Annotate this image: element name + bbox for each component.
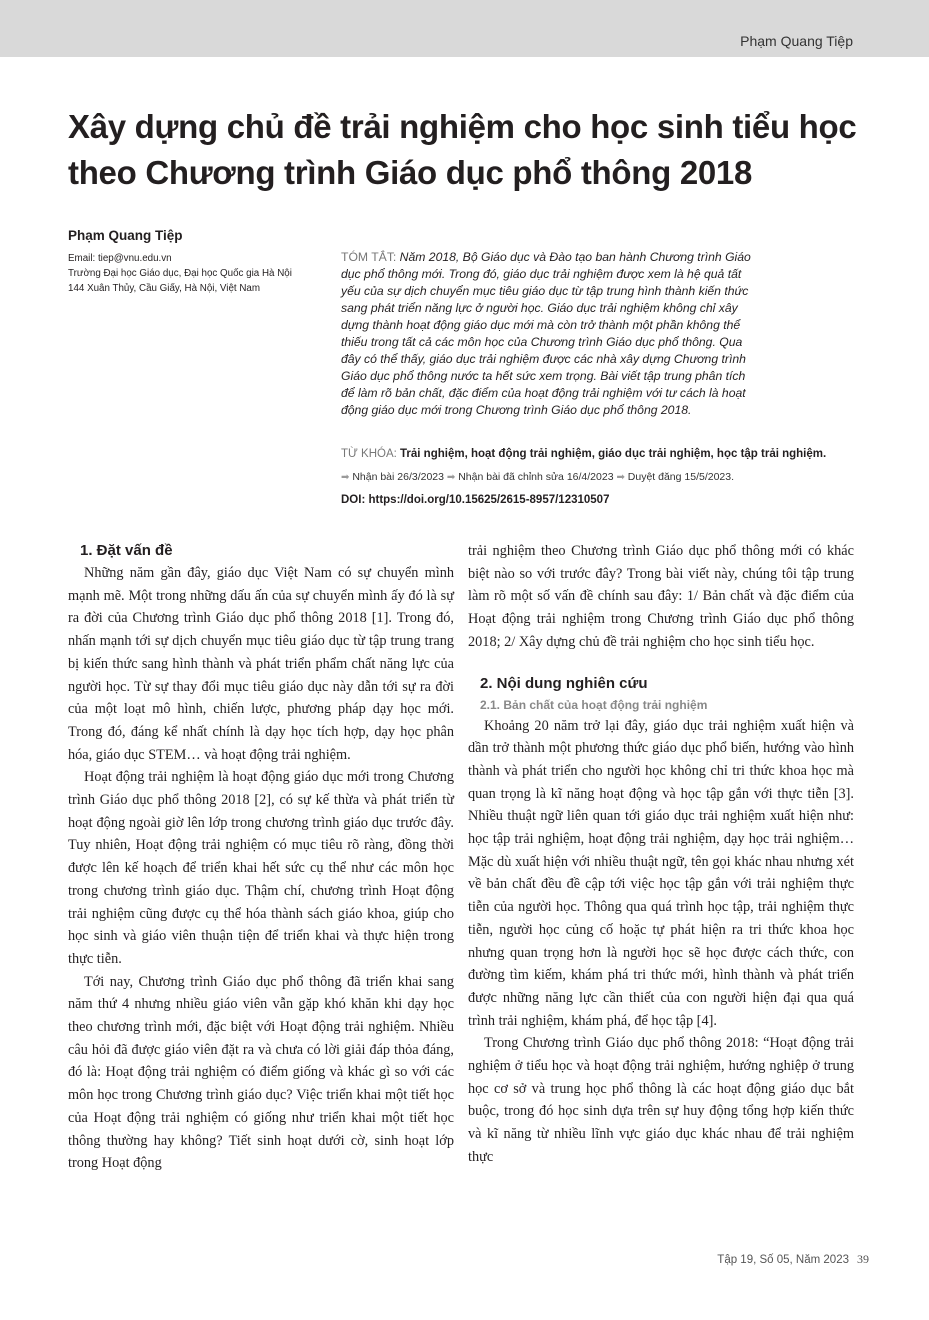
issue-info: Tập 19, Số 05, Năm 2023 (717, 1254, 849, 1266)
abstract-label: TÓM TẮT: (341, 250, 397, 264)
date-accepted: Duyệt đăng 15/5/2023. (627, 471, 735, 483)
running-head: Phạm Quang Tiệp (740, 33, 853, 49)
article-title (68, 104, 868, 196)
right-column (468, 540, 854, 1169)
doi-link[interactable]: DOI: https://doi.org/10.15625/2615-8957/12310507 (341, 494, 610, 506)
paragraph: Hoạt động trải nghiệm là hoạt động giáo dục mới trong Chương trình Giáo dục phổ thông 2018 [2], có sự kế thừa và phát triển từ hoạt động ngoài giờ lên lớp trong chương trình giáo dục trước đây. Tuy nhiên, Hoạt động trải nghiệm có mục tiêu rõ ràng, đồng thời được lên kế hoạch để triển khai hết sức cụ thể như các môn học trong chương trình giáo dục. Thậm chí, chương trình Hoạt động trải nghiệm cũng được cụ thể hóa thành sách giáo khoa, giúp cho học sinh và giáo viên thuận tiện để triển khai và thực hiện trong thực tiễn. (68, 769, 454, 967)
subsection-heading: 2.1. Bản chất của hoạt động trải nghiệm (480, 697, 708, 712)
section-heading: 2. Nội dung nghiên cứu (480, 674, 648, 692)
abstract-line: dục phổ thông mới. Trong đó, giáo dục trải nghiệm được xem là hệ quả tất (341, 267, 742, 281)
abstract-line: Giáo dục phổ thông nước ta hết sức xem trọng. Bài viết tập trung phân tích (341, 369, 746, 383)
paragraph: Tới nay, Chương trình Giáo dục phổ thông đã triển khai sang năm thứ 4 nhưng nhiều giáo viên vẫn gặp khó khăn khi dạy học theo chương trình mới, đặc biệt với Hoạt động trải nghiệm. Nhiều câu hỏi đã được giáo viên đặt ra và chưa có lời giải đáp thỏa đáng, đó là: Hoạt động trải nghiệm có điểm giống và khác gì so với các môn học trong Chương trình giáo dục? Việc triển khai một tiết học của Hoạt động trải nghiệm có giống như triển khai một tiết học thông thường hay không? Tiết sinh hoạt dưới cờ, sinh hoạt lớp trong Hoạt động (68, 973, 454, 1172)
abstract-line: thiếu trong tất cả các môn học của Chương trình Giáo dục phổ thông. Qua (341, 335, 743, 349)
author-address: 144 Xuân Thủy, Cầu Giấy, Hà Nội, Việt Nam (68, 283, 261, 294)
date-received: Nhận bài 26/3/2023 (352, 471, 444, 483)
abstract-text: Năm 2018, Bộ Giáo dục và Đào tạo ban hành Chương trình Giáo (396, 250, 751, 264)
abstract-line: đây có thể thấy, giáo dục trải nghiệm được các nhà xây dựng Chương trình (341, 352, 746, 366)
paragraph-continuation: trải nghiệm theo Chương trình Giáo dục phổ thông mới có khác biệt nào so với trước đây? Trong bài viết này, chúng tôi tập trung làm rõ một số vấn đề chính sau đây: 1/ Bản chất và đặc điểm của Hoạt động trải nghiệm trong Chương trình Giáo dục phổ thông 2018; 2/ Xây dựng chủ đề trải nghiệm cho học sinh tiểu học. (468, 543, 854, 650)
title-line: theo Chương trình Giáo dục phổ thông 2018 (68, 154, 753, 191)
abstract-line (341, 249, 862, 266)
abstract-line: để làm rõ bản chất, đặc điểm của hoạt động trải nghiệm với tư cách là hoạt (341, 386, 746, 400)
arrow-right-icon: ➡ (341, 472, 350, 483)
paragraph: Trong Chương trình Giáo dục phổ thông 2018: “Hoạt động trải nghiệm ở tiểu học và hoạt động trải nghiệm, hướng nghiệp ở trung học cơ sở và trung học phổ thông là các hoạt động giáo dục bắt buộc, trong đó học sinh dựa trên sự huy động tổng hợp kiến thức và kĩ năng từ nhiều lĩnh vực giáo dục khác nhau để trải nghiệm thực (468, 1035, 854, 1165)
abstract-line: dựng thành hoạt động giáo dục mới mà còn trở thành một phần không thể (341, 318, 741, 332)
abstract-line: sang phát triển năng lực ở người học. Giáo dục trải nghiệm không chỉ xây (341, 301, 738, 315)
author-email: Email: tiep@vnu.edu.vn (68, 253, 172, 264)
abstract-line: yếu của sự dịch chuyển mục tiêu giáo dục từ tập trung hình thành kiến thức (341, 284, 749, 298)
spacer (468, 654, 854, 673)
keywords (341, 448, 826, 460)
author-name: Phạm Quang Tiệp (68, 228, 183, 243)
keywords-label: TỪ KHÓA: (341, 448, 397, 460)
page-footer (717, 1252, 869, 1267)
date-revised: Nhận bài đã chỉnh sửa 16/4/2023 (458, 471, 614, 483)
paragraph: Những năm gần đây, giáo dục Việt Nam có sự chuyển mình mạnh mẽ. Một trong những dấu ấn của sự chuyển mình ấy đó là sự ra đời của Chương trình Giáo dục phổ thông 2018 [1]. Trong đó, nhấn mạnh tới sự dịch chuyển mục tiêu giáo dục từ tập trung trang bị kiến thức sang hình thành và phát triển phẩm chất năng lực của người học. Từ sự thay đổi mục tiêu giáo dục này dẫn tới sự ra đời của một loạt mô hình, chiến lược, phương pháp dạy học mới. Trong đó, đáng kể nhất chính là dạy học tích hợp, dạy học phân hóa, giáo dục STEM… và hoạt động trải nghiệm. (68, 565, 454, 763)
section-heading: 1. Đặt vấn đề (80, 542, 173, 559)
arrow-right-icon: ➡ (446, 472, 456, 483)
author-affiliation: Trường Đại học Giáo dục, Đại học Quốc gia Hà Nội (68, 268, 292, 279)
left-column (68, 540, 454, 1175)
author-info (68, 251, 330, 296)
page-number: 39 (857, 1252, 869, 1266)
paragraph: Khoảng 20 năm trở lại đây, giáo dục trải nghiệm xuất hiện và dần trở thành một phương thức giáo dục phổ biến, hướng vào hình thành và phát triển cho người học không chỉ tri thức khoa học mà quan trọng là kĩ năng hoạt động và học tập gắn với thực tiễn [3]. Nhiều thuật ngữ liên quan tới giáo dục trải nghiệm xuất hiện như: học tập trải nghiệm, hoạt động trải nghiệm, dạy học trải nghiệm… Mặc dù xuất hiện với nhiều thuật ngữ, tên gọi khác nhau nhưng xét về bản chất đều đề cập tới việc học tập gắn với trải nghiệm thực tiễn của người học. Thông qua quá trình học tập, trải nghiệm thực tiễn, người học củng cố hoặc tự phát hiện ra tri thức khoa học nhưng quan trọng hơn là người học sẽ học được cách thức, con đường tìm kiếm, khám phá tri thức mới, hình thành và phát triển được những năng lực cần thiết của con người hiện đại qua quá trình trải nghiệm, khám phá, để học tập [4]. (468, 717, 854, 1029)
arrow-right-icon: ➡ (616, 472, 625, 483)
article-dates (341, 471, 734, 483)
keywords-text: Trải nghiệm, hoạt động trải nghiệm, giáo dục trải nghiệm, học tập trải nghiệm. (396, 448, 827, 460)
abstract (341, 249, 862, 419)
title-line: Xây dựng chủ đề trải nghiệm cho học sinh tiểu học (68, 108, 857, 145)
abstract-line: động giáo dục mới trong Chương trình Giáo dục phổ thông 2018. (341, 403, 692, 417)
